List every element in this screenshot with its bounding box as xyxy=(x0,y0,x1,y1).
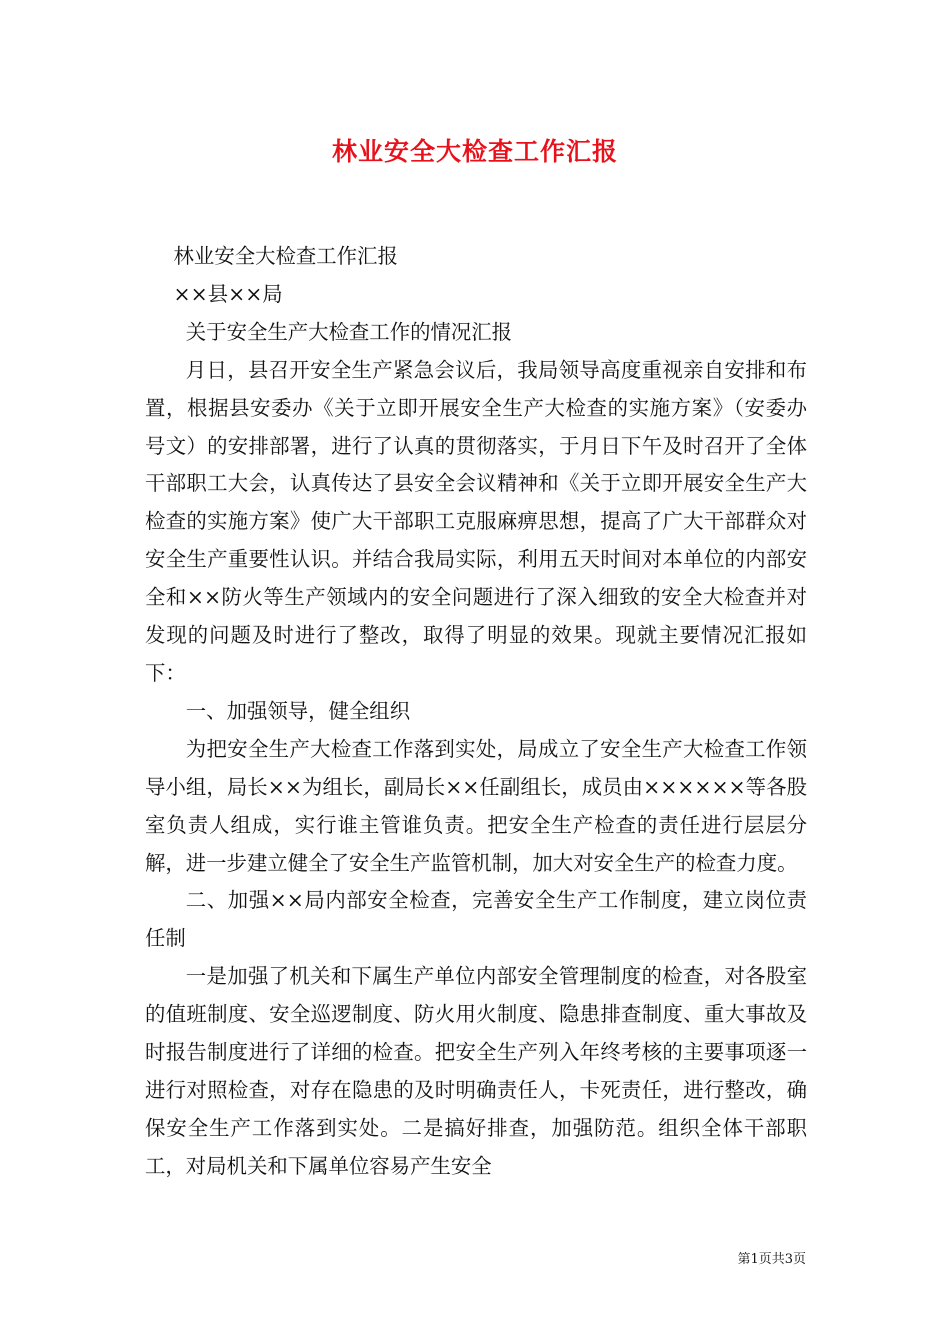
body-paragraph-intro: 月日，县召开安全生产紧急会议后，我局领导高度重视亲自安排和布置，根据县安委办《关于立即开展安全生产大检查的实施方案》（安委办号文）的安排部署，进行了认真的贯彻落实，于月日下午及时召开了全体干部职工大会，认真传达了县安全会议精神和《关于立即开展安全生产大检查的实施方案》使广大干部职工克服麻痹思想，提高了广大干部群众对安全生产重要性认识。并结合我局实际，利用五天时间对本单位的内部安全和××防火等生产领域内的安全问题进行了深入细致的安全大检查并对发现的问题及时进行了整改，取得了明显的效果。现就主要情况汇报如下： xyxy=(145,357,807,685)
page-number: 第1页共3页 xyxy=(737,1252,806,1267)
body-paragraph-section-2: 一是加强了机关和下属生产单位内部安全管理制度的检查，对各股室的值班制度、安全巡逻制度、防火用火制度、隐患排查制度、重大事故及时报告制度进行了详细的检查。把安全生产列入年终考核的主要事项逐一进行对照检查，对存在隐患的及时明确责任人，卡死责任，进行整改，确保安全生产工作落到实处。二是搞好排查，加强防范。组织全体干部职工，对局机关和下属单位容易产生安全 xyxy=(145,964,807,1178)
body-paragraph-subtitle: 关于安全生产大检查工作的情况汇报 xyxy=(185,319,513,344)
document-title: 林业安全大检查工作汇报 xyxy=(331,137,618,166)
document-body xyxy=(145,238,807,1186)
body-paragraph-heading: 林业安全大检查工作汇报 xyxy=(173,244,398,268)
section-heading-1: 一、加强领导，健全组织 xyxy=(185,698,411,723)
section-heading-2: 二、加强××局内部安全检查，完善安全生产工作制度，建立岗位责任制 xyxy=(145,888,807,951)
body-paragraph-section-1: 为把安全生产大检查工作落到实处，局成立了安全生产大检查工作领导小组，局长××为组长，副局长××任副组长，成员由××××××等各股室负责人组成，实行谁主管谁负责。把安全生产检查的责任进行层层分解，进一步建立健全了安全生产监管机制，加大对安全生产的检查力度。 xyxy=(145,736,807,875)
body-paragraph-issuer: ××县××局 xyxy=(173,281,283,306)
